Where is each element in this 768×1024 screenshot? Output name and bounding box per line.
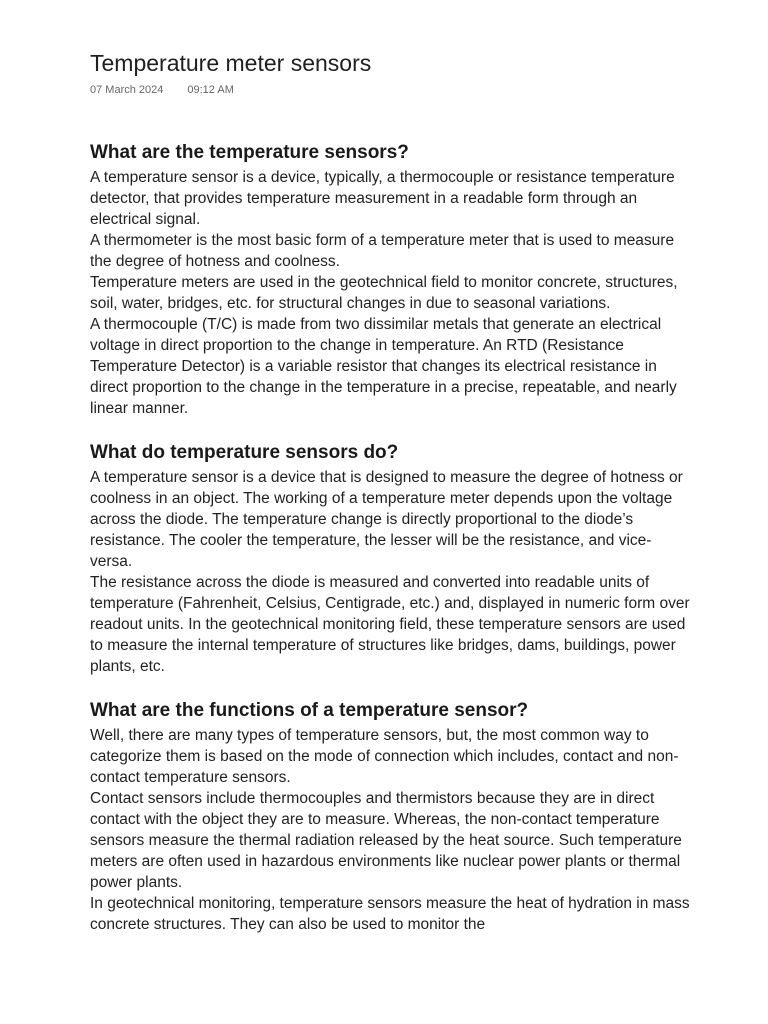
section-what-are-sensors xyxy=(90,140,690,419)
section-paragraph: In geotechnical monitoring, temperature sensors measure the heat of hydration in mass concrete structures. They can also be used to monitor the xyxy=(90,895,690,933)
document-meta xyxy=(90,82,234,98)
time-stamp: 09:12 AM xyxy=(187,84,234,96)
section-paragraph: A temperature sensor is a device that is designed to measure the degree of hotness or coolness in an object. The working of a temperature meter depends upon the voltage across the diode. The temperature change is directly proportional to the diode’s resistance. The cooler the temperature, the lesser will be the resistance, and vice-versa. xyxy=(90,469,683,570)
section-paragraph: The resistance across the diode is measured and converted into readable units of temperature (Fahrenheit, Celsius, Centigrade, etc.) and, displayed in numeric form over readout units. In the geotechnical monitoring field, these temperature sensors are used to measure the internal temperature of structures like bridges, dams, buildings, power plants, etc. xyxy=(90,574,690,675)
section-paragraph: A thermocouple (T/C) is made from two dissimilar metals that generate an electrical voltage in direct proportion to the change in temperature. An RTD (Resistance Temperature Detector) is a variable resistor that changes its electrical resistance in direct proportion to the change in the temperature in a precise, repeatable, and nearly linear manner. xyxy=(90,316,677,417)
section-paragraph: Well, there are many types of temperature sensors, but, the most common way to categorize them is based on the mode of connection which includes, contact and non-contact temperature sensors. xyxy=(90,727,679,786)
section-what-do-sensors-do xyxy=(90,440,690,677)
section-heading: What are the functions of a temperature sensor? xyxy=(90,700,529,721)
section-heading: What do temperature sensors do? xyxy=(90,442,399,463)
section-paragraph: A thermometer is the most basic form of a temperature meter that is used to measure the degree of hotness and coolness. xyxy=(90,232,675,270)
section-heading: What are the temperature sensors? xyxy=(90,142,409,163)
section-paragraph: A temperature sensor is a device, typically, a thermocouple or resistance temperature detector, that provides temperature measurement in a readable form through an electrical signal. xyxy=(90,169,675,228)
document-body xyxy=(90,140,690,956)
section-functions xyxy=(90,698,690,935)
date-stamp: 07 March 2024 xyxy=(90,84,164,96)
section-paragraph: Temperature meters are used in the geotechnical field to monitor concrete, structures, soil, water, bridges, etc. for structural changes in due to seasonal variations. xyxy=(90,274,678,312)
section-paragraph: Contact sensors include thermocouples and thermistors because they are in direct contact with the object they are to measure. Whereas, the non-contact temperature sensors measure the thermal radiation released by the heat source. Such temperature meters are often used in hazardous environments like nuclear power plants or thermal power plants. xyxy=(90,790,682,891)
page-title: Temperature meter sensors xyxy=(90,50,372,76)
